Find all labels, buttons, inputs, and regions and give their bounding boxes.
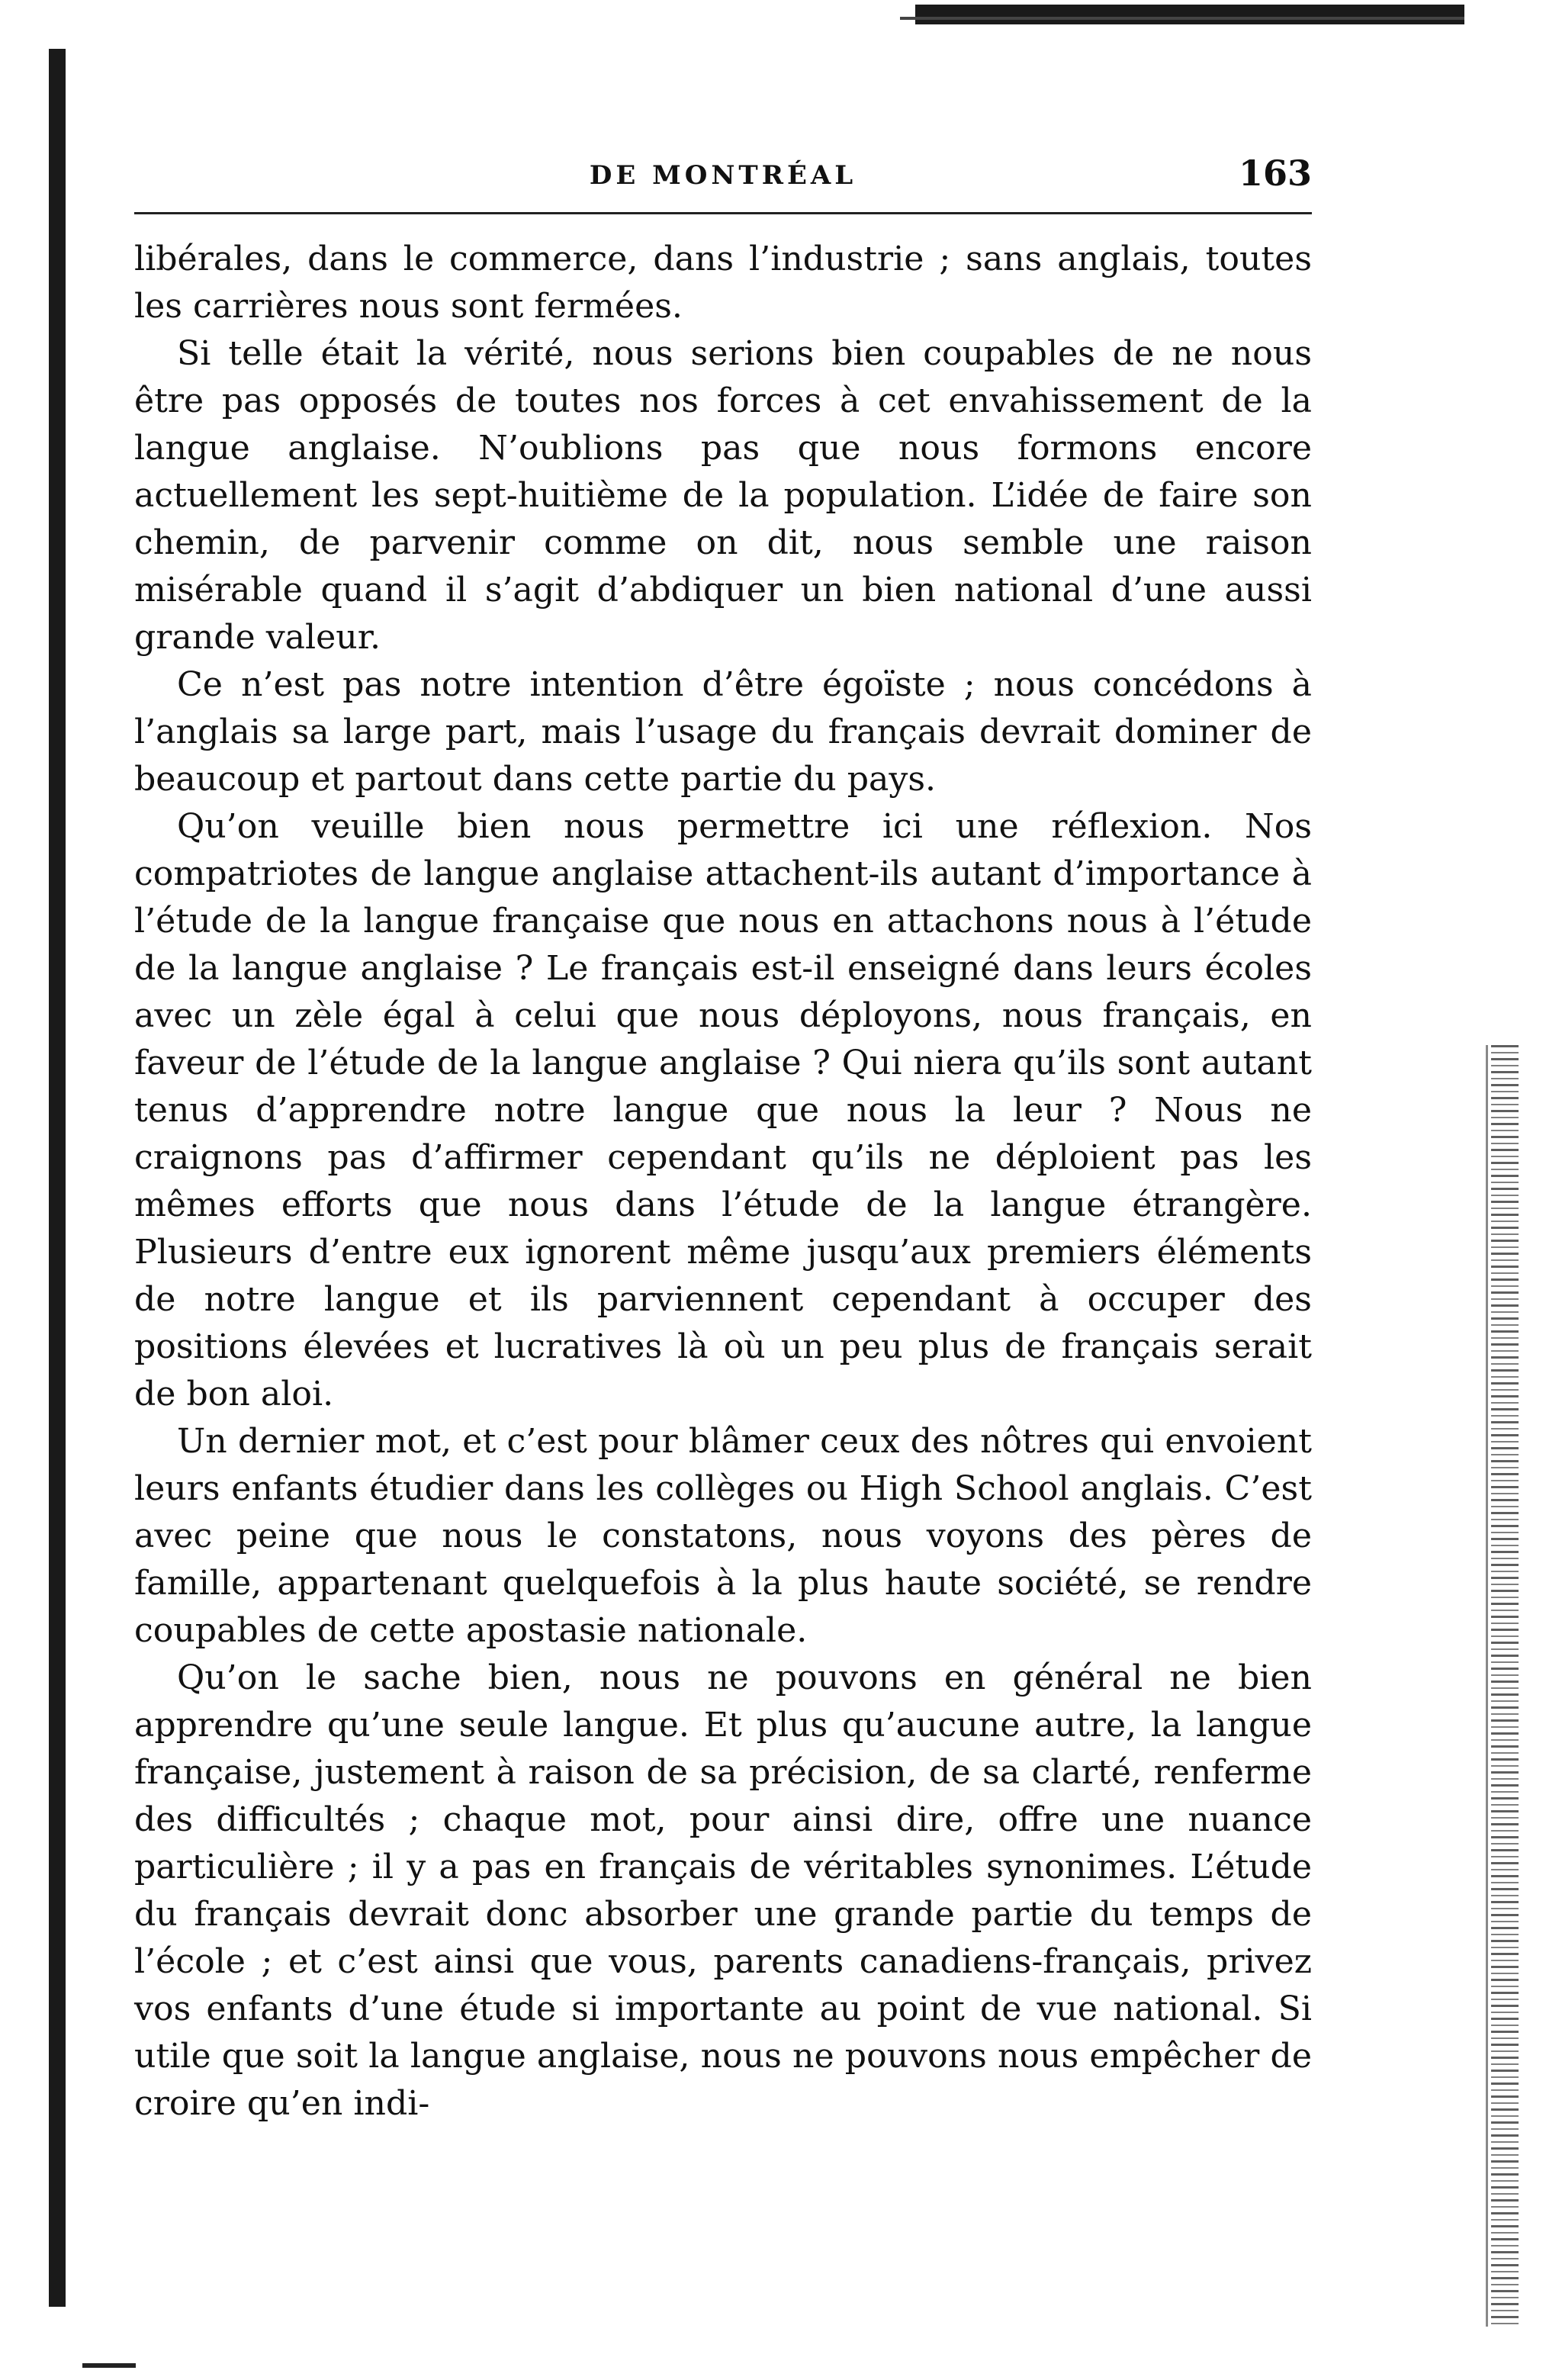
scan-border-left	[49, 49, 66, 2307]
paragraph: Un dernier mot, et c’est pour blâmer ceux des nôtres qui envoient leurs enfants étudier dans les collèges ou High School anglais. C’est avec peine que nous le constatons, nous voyons des pères de famille, appartenant quelquefois à la plus haute société, se rendre coupables de cette apostasie nationale.	[134, 1422, 1312, 1650]
paragraph: Si telle était la vérité, nous serions bien coupables de ne nous être pas opposés de toutes nos forces à cet envahissement de la langue anglaise. N’oublions pas que nous formons encore actuellement les sept-huitième de la population. L’idée de faire son chemin, de parvenir comme on dit, nous semble une raison misérable quand il s’agit d’abdiquer un bien national d’une aussi grande valeur.	[134, 334, 1312, 657]
scan-border-top	[915, 5, 1464, 24]
paragraph-continuation: libérales, dans le commerce, dans l’industrie ; sans anglais, toutes les carrières nous sont fermées.	[134, 240, 1312, 326]
paragraph: Qu’on veuille bien nous permettre ici une réflexion. Nos compatriotes de langue anglaise attachent-ils autant d’importance à l’étude de la langue française que nous en attachons nous à l’étude de la langue anglaise ? Le français est-il enseigné dans leurs écoles avec un zèle égal à celui que nous déployons, nous français, en faveur de l’étude de la langue anglaise ? Qui niera qu’ils sont autant tenus d’apprendre notre langue que nous la leur ? Nous ne craignons pas d’affirmer cependant qu’ils ne déploient pas les mêmes efforts que nous dans l’étude de la langue étrangère. Plusieurs d’entre eux ignorent même jusqu’aux premiers éléments de notre langue et ils parviennent cependant à occuper des positions élevées et lucratives là où un peu plus de français serait de bon aloi.	[134, 807, 1312, 1414]
book-page	[134, 153, 1312, 2128]
scan-bottom-mark	[82, 2363, 136, 2368]
scan-border-top-line	[900, 17, 1464, 20]
page-number: 163	[1238, 153, 1312, 194]
body-text	[134, 236, 1312, 2128]
scan-edge-noise	[1491, 1045, 1519, 2327]
paragraph: Ce n’est pas notre intention d’être égoïste ; nous concédons à l’anglais sa large part, mais l’usage du français devrait dominer de beaucoup et partout dans cette partie du pays.	[134, 665, 1312, 799]
running-head	[134, 153, 1312, 206]
header-rule	[134, 212, 1312, 214]
paragraph: Qu’on le sache bien, nous ne pouvons en général ne bien apprendre qu’une seule langue. Et plus qu’aucune autre, la langue française, justement à raison de sa précision, de sa clarté, renferme des difficultés ; chaque mot, pour ainsi dire, offre une nuance particulière ; il y a pas en français de véritables synonimes. L’étude du français devrait donc absorber une grande partie du temps de l’école ; et c’est ainsi que vous, parents canadiens-français, privez vos enfants d’une étude si importante au point de vue national. Si utile que soit la langue anglaise, nous ne pouvons nous empêcher de croire qu’en indi-	[134, 1658, 1312, 2123]
scan-page-edge	[1486, 1045, 1488, 2327]
running-title: DE MONTRÉAL	[589, 160, 857, 191]
